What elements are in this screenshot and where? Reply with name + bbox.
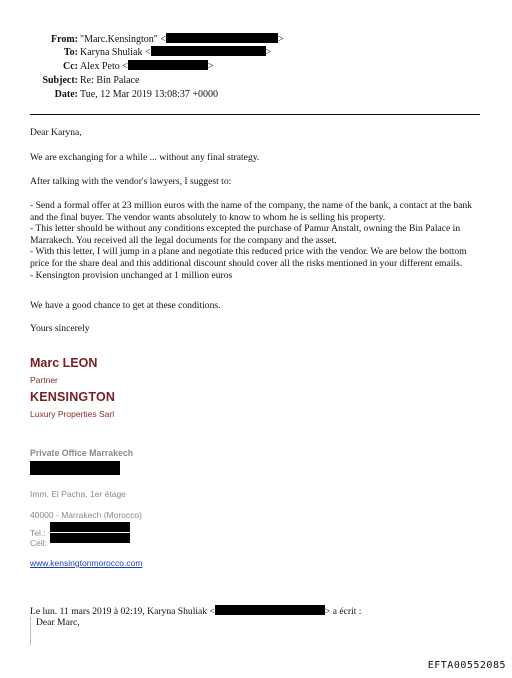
signature-company-sub: Luxury Properties Sarl: [30, 409, 115, 419]
redaction-bar: [166, 33, 278, 43]
paragraph: After talking with the vendor's lawyers, I suggest to:: [30, 176, 232, 187]
email-header-cc: Cc: Alex Peto < >: [63, 61, 214, 72]
email-header-to: To: Karyna Shuliak < >: [63, 47, 272, 58]
date-label: Date:: [54, 89, 78, 100]
website-link[interactable]: www.kensingtonmorocco.com: [30, 558, 143, 568]
email-header-date: [0, 88, 512, 101]
email-body: [30, 127, 482, 139]
signature-name: Marc LEON: [30, 356, 98, 370]
email-header-subject: [0, 74, 512, 87]
quoted-message: [30, 617, 80, 645]
list-item: - Send a formal offer at 23 million euros with the name of the company, the name of the bank, a contact at the bank and the final buyer. The vendor wants absolutely to know to whom he is selling his property.: [30, 200, 472, 223]
header-divider: [30, 114, 480, 115]
redaction-bar: [30, 461, 120, 475]
tel-line: Tel.:: [30, 528, 46, 538]
cc-value: Alex Peto <: [80, 61, 128, 72]
redaction-bar: [50, 522, 130, 532]
address-line-1: Imm. El Pacha, 1er étage: [30, 489, 126, 499]
redaction-bar: [151, 46, 266, 56]
list-item: - Kensington provision unchanged at 1 million euros: [30, 269, 233, 281]
signature-company: KENSINGTON: [30, 390, 116, 404]
suggestion-list: [30, 200, 482, 281]
email-header-from: From: "Marc.Kensington" < >: [50, 34, 284, 45]
quoted-header: Le lun. 11 mars 2019 à 02:19, Karyna Shuliak < > a écrit :: [30, 606, 362, 617]
to-label: To:: [63, 47, 78, 58]
to-value: Karyna Shuliak <: [80, 47, 151, 58]
paragraph: We have a good chance to get at these conditions.: [30, 300, 221, 311]
cell-line: Cell:: [30, 538, 48, 548]
quoted-greeting: Dear Marc,: [36, 617, 80, 628]
subject-label: Subject:: [42, 75, 78, 86]
subject-value: Re: Bin Palace: [80, 75, 140, 86]
redaction-bar: [128, 60, 208, 70]
from-value: "Marc.Kensington" <: [80, 34, 167, 45]
greeting: Dear Karyna,: [30, 127, 82, 138]
cc-label: Cc:: [63, 61, 78, 72]
list-item: - This letter should be without any conditions excepted the purchase of Pamur Anstalt, owning the Bin Palace in Marrakech. You received all the legal documents for the company and the asset.: [30, 223, 461, 246]
bates-number: EFTA00552085: [427, 660, 506, 671]
date-value: Tue, 12 Mar 2019 13:08:37 +0000: [80, 89, 219, 100]
from-label: From:: [50, 34, 78, 45]
paragraph: We are exchanging for a while ... without any final strategy.: [30, 152, 260, 163]
signature-title: Partner: [30, 375, 58, 385]
redaction-bar: [215, 605, 325, 615]
list-item: - With this letter, I will jump in a plane and negotiate this reduced price with the vendor. We are below the bottom price for the share deal and this additional discount should cover all the risks mentioned in your different emails.: [30, 246, 467, 269]
office-name: Private Office Marrakech: [30, 448, 134, 458]
address-line-2: 40000 - Marrakech (Morocco): [30, 510, 142, 520]
closing: Yours sincerely: [30, 323, 90, 334]
redaction-bar: [50, 533, 130, 543]
